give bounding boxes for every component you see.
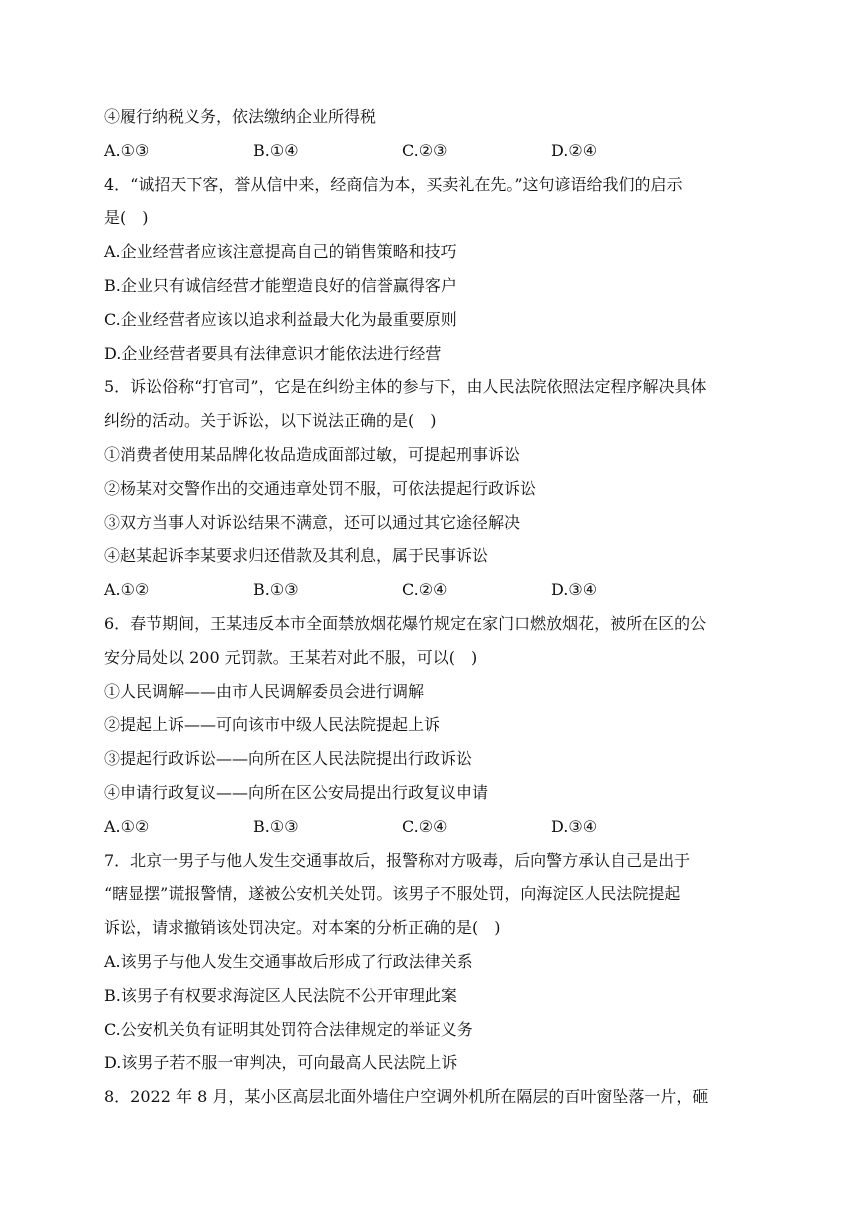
option-d: D.③④ [551,816,598,836]
question-6-item-4: ④申请行政复议——向所在区公安局提出行政复议申请 [104,782,489,802]
question-5-item-3: ③双方当事人对诉讼结果不满意，还可以通过其它途径解决 [104,512,521,532]
option-b: B.①③ [253,816,299,836]
question-7-stem-line-1: 7．北京一男子与他人发生交通事故后，报警称对方吸毒，后向警方承认自己是出于 [104,850,691,870]
option-c: C.②③ [402,140,448,160]
question-6-item-3: ③提起行政诉讼——向所在区人民法院提出行政诉讼 [104,749,473,769]
question-7-stem-line-2: “瞎显摆”谎报警情，遂被公安机关处罚。该男子不服处罚，向海淀区人民法院提起 [104,884,681,904]
question-7-choice-c: C.公安机关负有证明其处罚符合法律规定的举证义务 [104,1019,473,1039]
exam-page [104,100,760,1114]
statement-item-4: ④履行纳税义务，依法缴纳企业所得税 [104,107,377,126]
question-5-item-1: ①消费者使用某品牌化妆品造成面部过敏，可提起刑事诉讼 [104,444,521,464]
question-6-options [104,810,760,844]
question-4-stem-line-1: 4．“诚招天下客，誉从信中来，经商信为本，买卖礼在先。”这句谚语给我们的启示 [104,174,683,194]
question-7-stem-line-3: 诉讼，请求撤销该处罚决定。对本案的分析正确的是( ) [104,918,501,938]
question-4-choice-c: C.企业经营者应该以追求利益最大化为最重要原则 [104,309,457,329]
question-4-choice-d: D.企业经营者要具有法律意识才能依法进行经营 [104,343,442,363]
option-a: A.①② [104,580,150,600]
option-a: A.①② [104,816,150,836]
question-6-stem-line-2: 安分局处以 200 元罚款。王某若对此不服，可以( ) [104,647,478,667]
question-5-stem-line-2: 纠纷的活动。关于诉讼，以下说法正确的是( ) [104,411,437,431]
answer-options [104,134,760,168]
option-d: D.③④ [551,580,598,600]
option-c: C.②④ [402,816,448,836]
question-5-item-2: ②杨某对交警作出的交通违章处罚不服，可依法提起行政诉讼 [104,478,537,498]
question-5-item-4: ④赵某起诉李某要求归还借款及其利息，属于民事诉讼 [104,546,489,566]
question-4-choice-a: A.企业经营者应该注意提高自己的销售策略和技巧 [104,242,457,262]
question-7-choice-d: D.该男子若不服一审判决，可向最高人民法院上诉 [104,1053,458,1073]
question-5-stem-line-1: 5．诉讼俗称“打官司”，它是在纠纷主体的参与下，由人民法院依照法定程序解决具体 [104,377,707,397]
question-5-options [104,573,760,607]
option-b: B.①④ [253,140,299,160]
question-7-choice-b: B.该男子有权要求海淀区人民法院不公开审理此案 [104,985,457,1005]
option-b: B.①③ [253,580,299,600]
question-4-choice-b: B.企业只有诚信经营才能塑造良好的信誉赢得客户 [104,275,457,295]
question-6-item-2: ②提起上诉——可向该市中级人民法院提起上诉 [104,715,441,735]
question-6-item-1: ①人民调解——由市人民调解委员会进行调解 [104,681,425,701]
option-c: C.②④ [402,580,448,600]
question-8-stem-line-1: 8．2022 年 8 月，某小区高层北面外墙住户空调外机所在隔层的百叶窗坠落一片，砸 [104,1087,709,1107]
question-6-stem-line-1: 6．春节期间，王某违反本市全面禁放烟花爆竹规定在家门口燃放烟花，被所在区的公 [104,613,707,633]
option-a: A.①③ [104,140,150,160]
question-4-stem-line-2: 是( ) [104,208,149,228]
question-7-choice-a: A.该男子与他人发生交通事故后形成了行政法律关系 [104,951,473,971]
option-d: D.②④ [551,140,598,160]
